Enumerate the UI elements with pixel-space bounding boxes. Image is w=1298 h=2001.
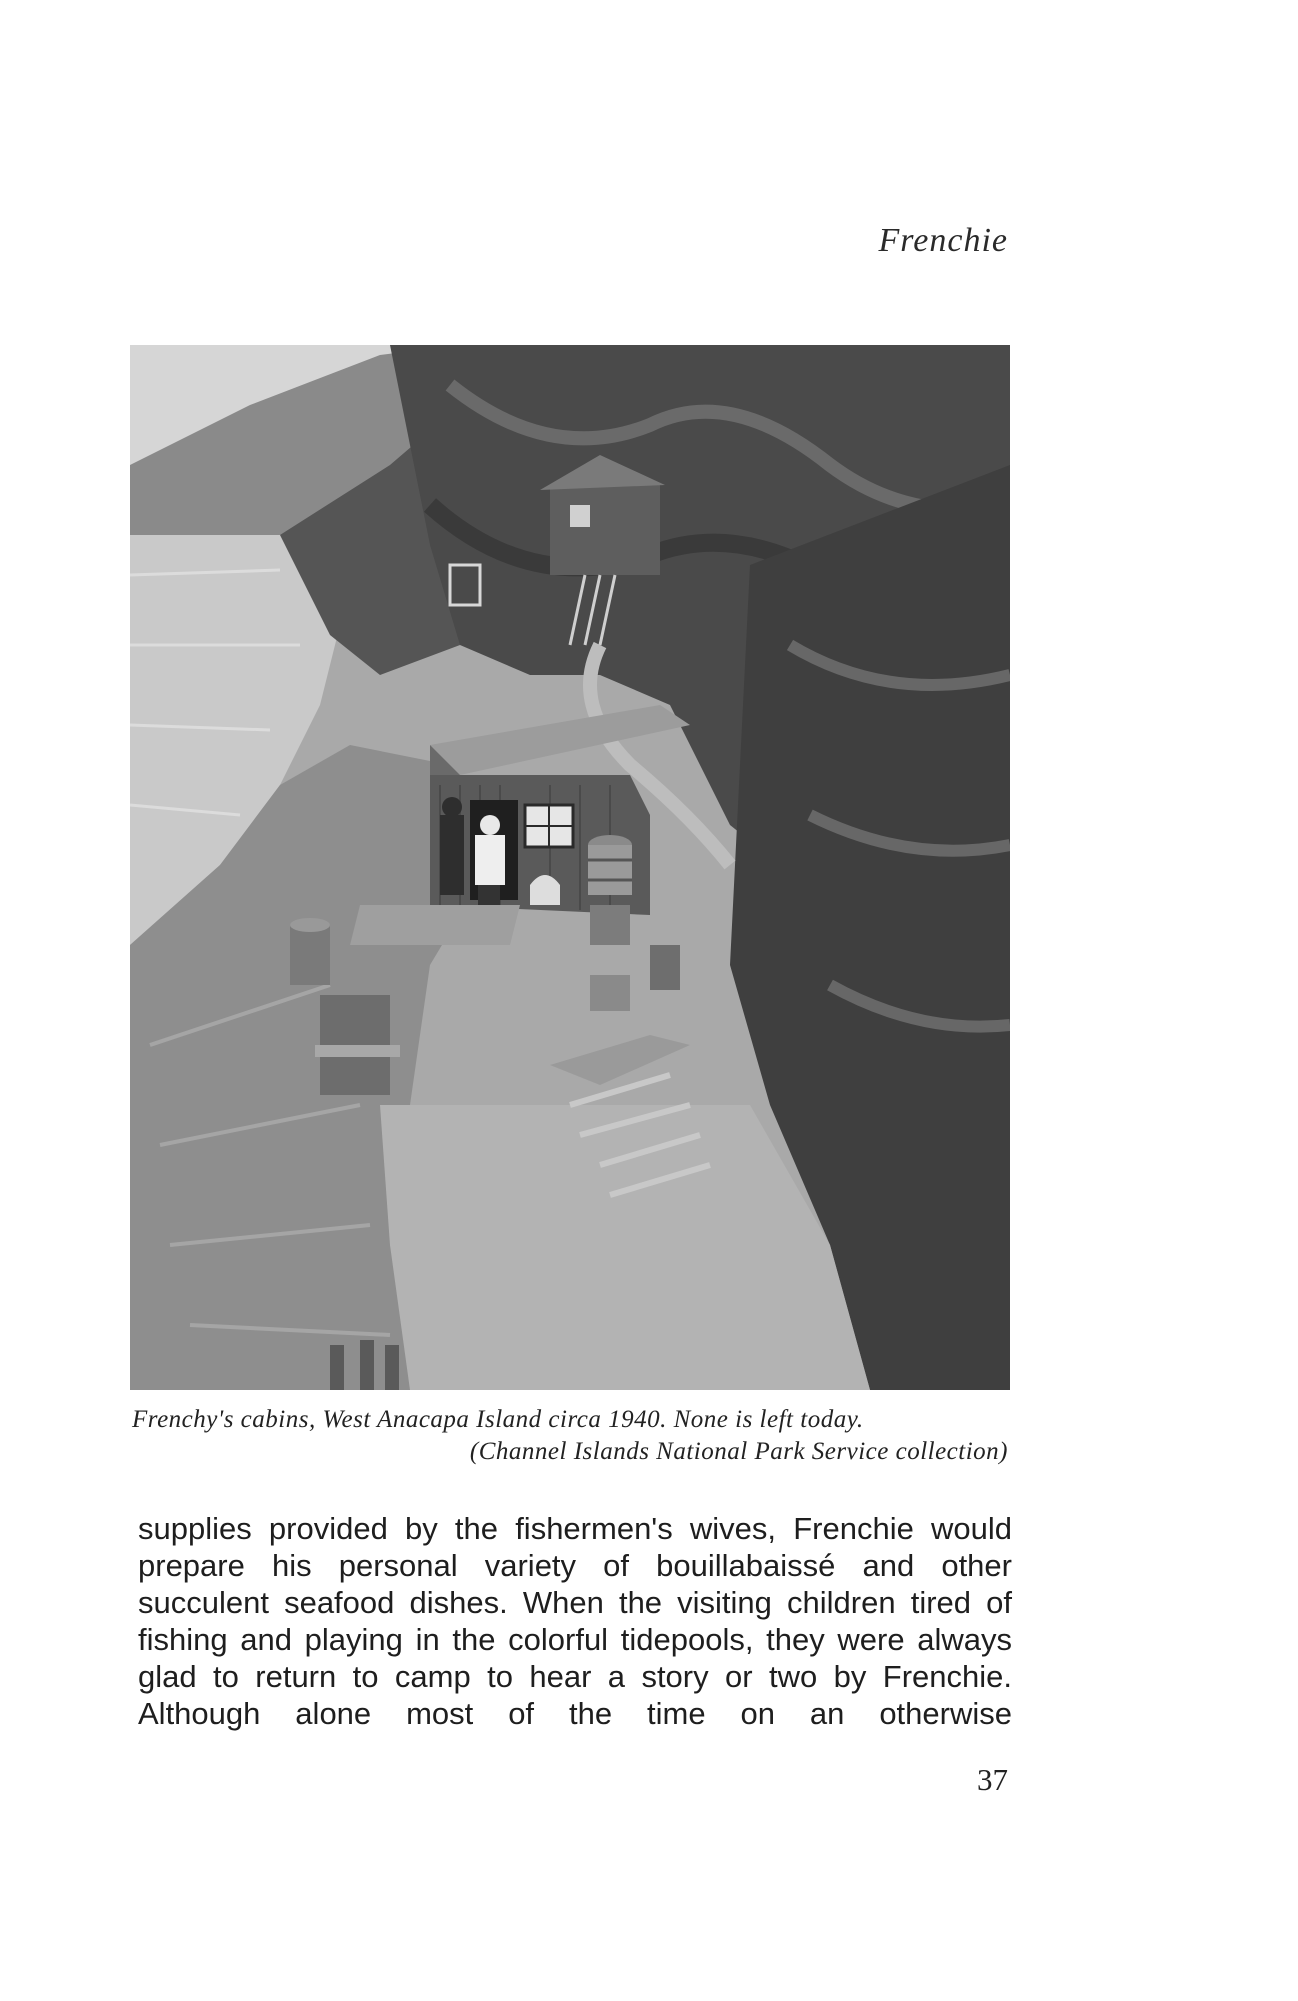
body-line: glad to return to camp to hear a story or two by Frenchie. [138, 1659, 1012, 1694]
page-number: 37 [977, 1762, 1008, 1797]
body-line: prepare his personal variety of bouillabaissé and other [138, 1548, 1012, 1583]
body-line: supplies provided by the fishermen's wives, Frenchie would [138, 1511, 1012, 1546]
photo-illustration [130, 345, 1010, 1390]
caption-line-1: Frenchy's cabins, West Anacapa Island circa 1940. None is left today. [132, 1406, 864, 1433]
photograph-frenchys-cabins [130, 345, 1010, 1390]
running-head: Frenchie [878, 222, 1008, 259]
body-line: Although alone most of the time on an otherwise [138, 1696, 1012, 1731]
body-paragraph [138, 1510, 1012, 1732]
caption-credit: (Channel Islands National Park Service collection) [469, 1438, 1008, 1465]
body-line: succulent seafood dishes. When the visiting children tired of [138, 1585, 1012, 1620]
body-line: fishing and playing in the colorful tidepools, they were always [138, 1622, 1012, 1657]
figure-caption [132, 1404, 1008, 1468]
